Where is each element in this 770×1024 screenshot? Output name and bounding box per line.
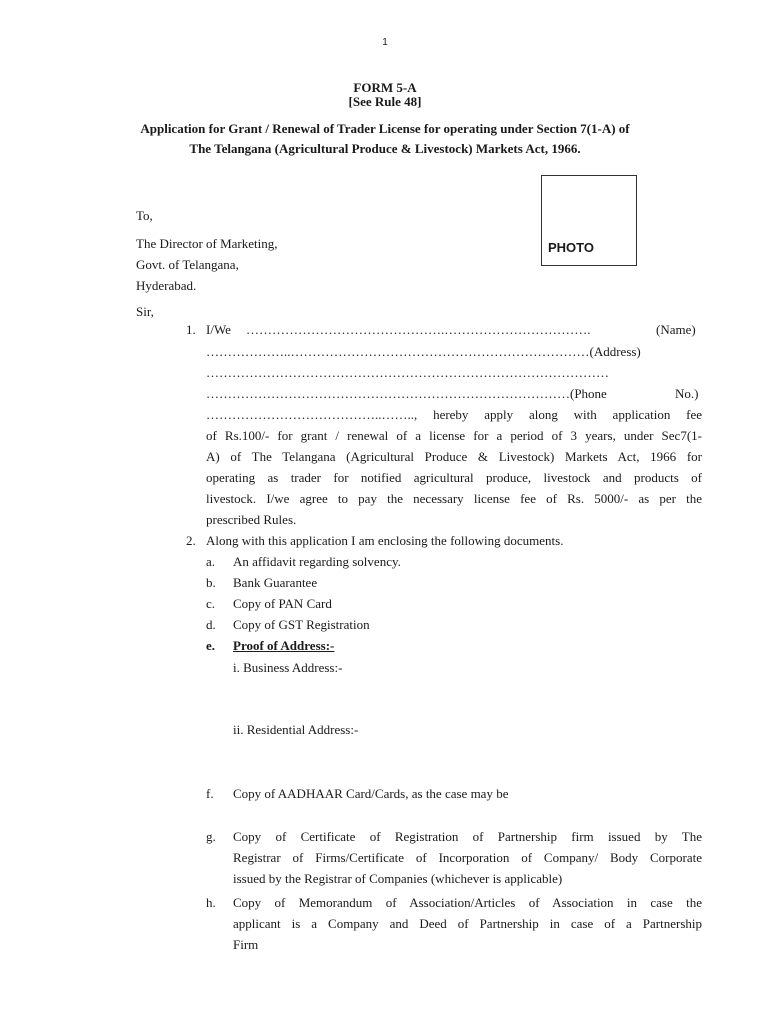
item2-intro: Along with this application I am enclosing the following documents. (206, 533, 564, 548)
item1-name-label: (Name) (656, 322, 696, 337)
business-address-label: i. Business Address:- (233, 660, 343, 675)
item1-text-line1: of Rs.100/- for grant / renewal of a license for a period of 3 years, under Sec7(1- (206, 428, 702, 443)
address-line1: The Director of Marketing, (136, 236, 278, 251)
doc-letter: d. (206, 617, 216, 632)
form-heading-line2: The Telangana (Agricultural Produce & Livestock) Markets Act, 1966. (189, 141, 581, 156)
photo-label: PHOTO (548, 240, 594, 255)
doc-h-line1: Copy of Memorandum of Association/Articles of Association in case the (233, 895, 702, 910)
doc-letter: c. (206, 596, 216, 611)
doc-letter: e. (206, 638, 216, 653)
item1-text-line4: livestock. I/we agree to pay the necessary license fee of Rs. 5000/- as per the (206, 491, 702, 506)
doc-h-line3: Firm (233, 937, 259, 952)
salutation: Sir, (136, 304, 154, 319)
item1-text-line2: A) of The Telangana (Agricultural Produce & Livestock) Markets Act, 1966 for (206, 449, 702, 464)
doc-g-line2: Registrar of Firms/Certificate of Incorporation of Company/ Body Corporate (233, 850, 702, 865)
form-title: FORM 5-A (353, 80, 417, 95)
doc-letter: h. (206, 895, 216, 910)
doc-letter: a. (206, 554, 216, 569)
proof-of-address-heading: Proof of Address:- (233, 638, 335, 653)
address-line2: Govt. of Telangana, (136, 257, 239, 272)
form-heading-line1: Application for Grant / Renewal of Trader License for operating under Section 7(1-A) of (140, 121, 630, 136)
item2-number: 2. (186, 533, 196, 548)
address-line3: Hyderabad. (136, 278, 197, 293)
item1-phone-no: No.) (675, 386, 699, 401)
item1-apply-line: …………………………………..…….., hereby apply along with application fee (206, 407, 702, 422)
item1-number: 1. (186, 322, 196, 337)
doc-text: Copy of PAN Card (233, 596, 332, 611)
doc-g-line3: issued by the Registrar of Companies (whichever is applicable) (233, 871, 563, 886)
item1-address-line: ………………..……………………………………………………………(Address) (206, 344, 641, 359)
address-to: To, (136, 208, 153, 223)
doc-h-line2: applicant is a Company and Deed of Partnership in case of a Partnership (233, 916, 702, 931)
doc-letter: f. (206, 786, 214, 801)
item1-name-dots: ……………………………………….……………………………. (246, 322, 591, 337)
item1-lead: I/We (206, 322, 231, 337)
doc-letter: g. (206, 829, 216, 844)
form-rule: [See Rule 48] (348, 94, 422, 109)
item1-phone-dots: …………………………………………………………………………(Phone (206, 386, 607, 401)
item1-dots-line: ………………………………………………………………………………… (206, 365, 609, 380)
residential-address-label: ii. Residential Address:- (233, 722, 359, 737)
doc-text: Bank Guarantee (233, 575, 318, 590)
item1-text-line3: operating as trader for notified agricultural produce, livestock and products of (206, 470, 702, 485)
doc-letter: b. (206, 575, 216, 590)
doc-text: Copy of AADHAAR Card/Cards, as the case may be (233, 786, 509, 801)
doc-g-line1: Copy of Certificate of Registration of Partnership firm issued by The (233, 829, 702, 844)
page-number: 1 (382, 37, 388, 48)
doc-text: Copy of GST Registration (233, 617, 370, 632)
doc-text: An affidavit regarding solvency. (233, 554, 401, 569)
item1-text-line5: prescribed Rules. (206, 512, 297, 527)
